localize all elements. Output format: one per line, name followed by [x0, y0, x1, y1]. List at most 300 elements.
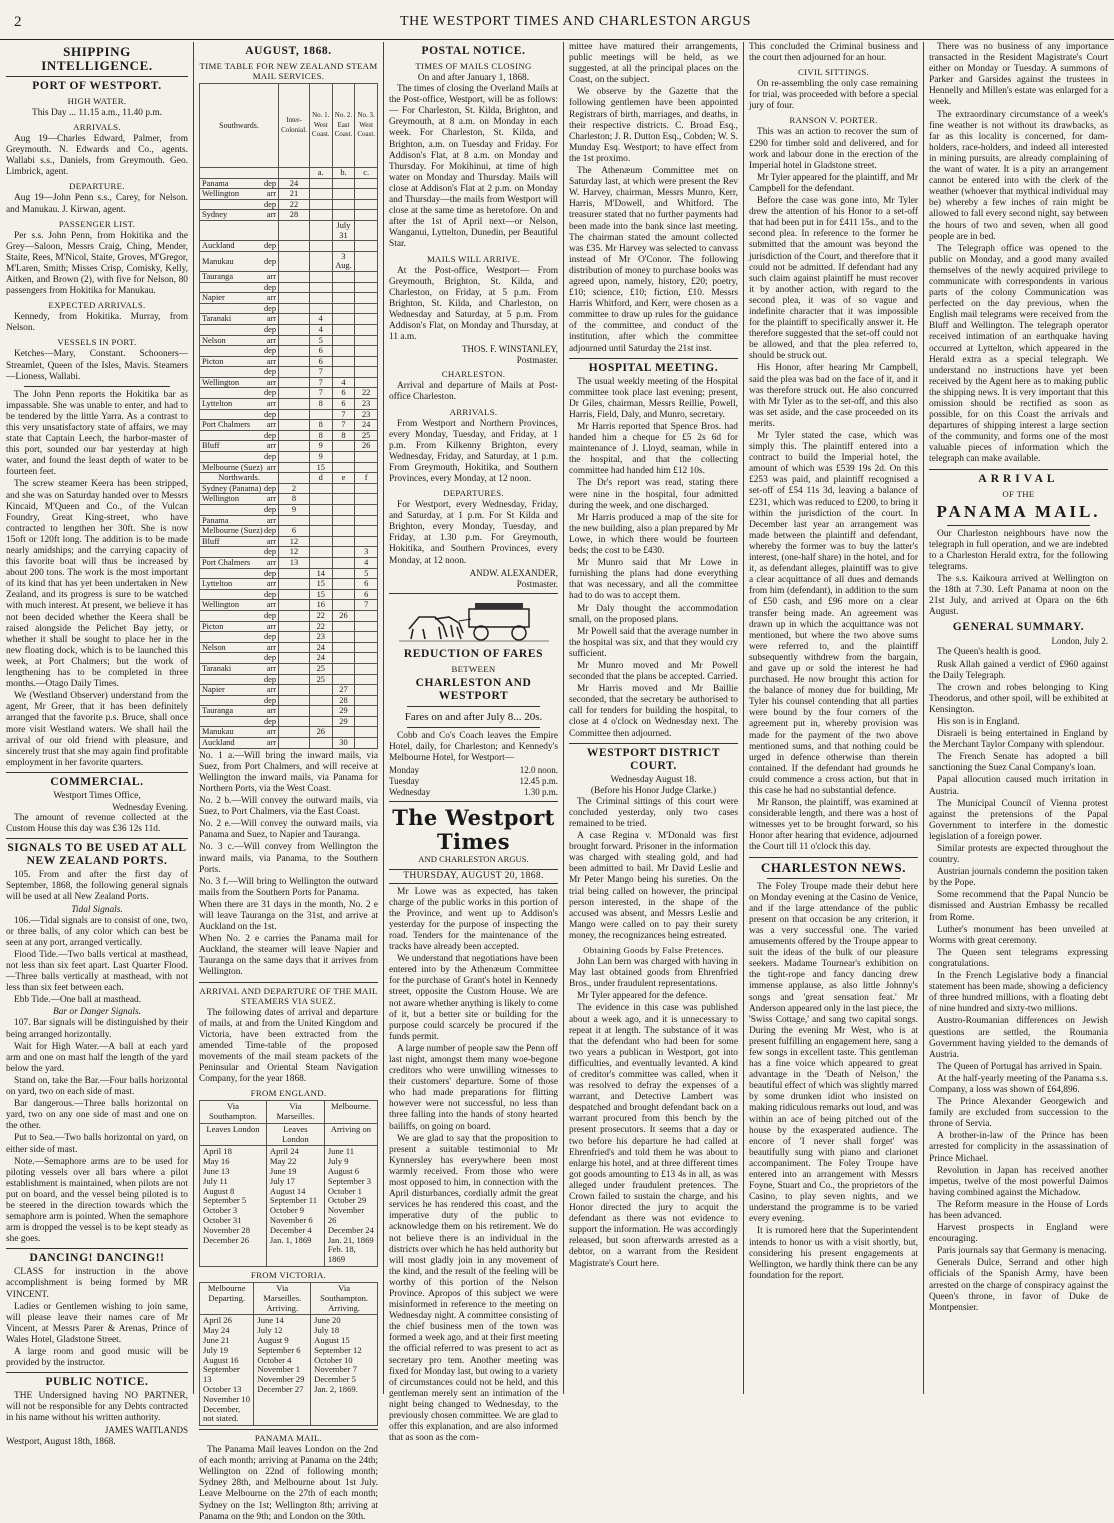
port-label: Panama: [202, 515, 229, 525]
mail-date-cell: [254, 1315, 311, 1426]
leader-text: A large number of people saw the Penn off last night, amongst them many woe-begone creditors who were unwilling witnesses to their customers' departure. Some of those who had made preparations for flitting however were not successful, no less than three falling into the hands of stony hearted bailiffs, on going on board.: [389, 1043, 558, 1132]
timetable-cell: 6: [309, 346, 332, 357]
timetable-cell: [279, 653, 310, 664]
arr-dep: arr: [266, 462, 277, 472]
mail-date: August 6: [327, 1165, 360, 1176]
mail-date: August 9: [257, 1334, 289, 1345]
col-letter: a.: [309, 168, 332, 179]
timetable-row: [200, 430, 378, 441]
mail-date: April 18: [203, 1146, 232, 1157]
divider: [6, 838, 188, 839]
mail-date: June 21: [203, 1334, 230, 1345]
port-name: [200, 199, 279, 210]
divider: [407, 727, 540, 728]
mail-date: Jan. 21, 1869: [327, 1234, 374, 1245]
ch-arrivals: From Westport and Northern Provinces, every Monday, Tuesday, and Friday, at 1 p.m. From Kilkenny Brighton, every Wednesday, Friday, and Saturday, at 1 p.m. From Greymouth, Hokitika, and Southern Provinces, every Monday, at 12 noon.: [389, 418, 558, 484]
public-notice-name: JAMES WAITLANDS: [104, 1425, 188, 1436]
mail-date: July 12: [257, 1325, 283, 1336]
timetable-row: [200, 653, 378, 664]
timetable-cell: [355, 335, 378, 346]
timetable-cell: [309, 557, 332, 568]
timetable-cell: [355, 271, 378, 282]
port-label: Picton: [202, 356, 224, 366]
fares-time: 12.0 noon.: [519, 765, 558, 776]
arr-dep: dep: [263, 256, 277, 266]
timetable-cell: [309, 271, 332, 282]
timetable-cell: 6: [332, 388, 355, 399]
mail-date: June 11: [327, 1146, 355, 1157]
arr-dep: dep: [263, 483, 277, 493]
timetable-cell: [279, 409, 310, 420]
charleston-sub: Arrival and departure of Mails at Post-office Charleston.: [389, 381, 558, 403]
summary-item: The Queen sent telegrams expressing congratulations.: [929, 947, 1108, 969]
timetable-cell: [355, 199, 378, 210]
mail-date-cell: [266, 1146, 324, 1267]
timetable-cell: [355, 220, 378, 240]
port-label: Sydney (Panama): [202, 483, 262, 493]
court-text: The evidence in this case was published about a week ago, and it is unnecessary to repeat it at length. The substance of it was that the defendant who had been for some two years a publican in Westport, got into difficulties, and eventually levanted. A kind of creditor's committee was called, when it was resolved to defray the expenses of a warrant, and Detective Lambert was despatched and brought defendant back on a warrant procured from this bench by the present prosecutors. It seems that a day or two before his departure he had called at Ehrenfried's and told them he was about to enlarge his hotel, and at three different times got goods amounting to £13 4s in all, as was alleged under fraudulent pretences. The Crown failed to sustain the charge, and his Honor directed the jury to acquit the defendant as there was not evidence to support the information. He was accordingly released, but soon afterwards arrested as a debtor, on a warrant from the Resident Magistrate's Court here.: [569, 1003, 738, 1269]
timetable-cell: 4: [309, 314, 332, 325]
timetable-cell: [279, 579, 310, 590]
running-title: THE WESTPORT TIMES AND CHARLESTON ARGUS: [400, 14, 751, 29]
summary-item: Austrian journals condemn the position taken by the Pope.: [929, 867, 1108, 889]
fares-row: [389, 787, 558, 798]
mail-date: May 24: [203, 1325, 230, 1336]
summary-item: At the half-yearly meeting of the Panama s.s. Company, a loss was shown of £64,896.: [929, 1073, 1108, 1095]
divider: [389, 801, 558, 802]
port-name: [200, 568, 279, 579]
timetable-cell: [279, 642, 310, 653]
northwards-label: Northwards.: [200, 473, 279, 484]
timetable-cell: [355, 178, 378, 189]
timetable-cell: [279, 399, 310, 410]
arr-dep: arr: [266, 271, 277, 281]
port-name: [200, 178, 279, 189]
hospital-text: Mr Harris reported that Spence Bros. had handed him a cheque for £5 2s 6d for maintenance of J. Lloyd, seaman, while in the hospital, and that the collecting committee had handed him £12 10s.: [569, 422, 738, 477]
timetable-cell: 28: [332, 695, 355, 706]
timetable-cell: [332, 505, 355, 516]
mail-header: Melbourne.: [324, 1101, 377, 1124]
timetable-cell: [309, 303, 332, 314]
timetable-cell: [355, 621, 378, 632]
divider: [199, 1429, 378, 1430]
column-rule: [193, 42, 194, 1394]
shipping-report: We (Westland Observer) understand from the agent, Mr Greer, that it has been definitely arranged that the favorite p.s. Bruce, shall once more visit Westland waters. We shall hail the arrival of our old friend with pleasure, and sincerely trust that she may again find profitable employment in her favorite quarters.: [6, 691, 188, 768]
arrive-label: MAILS WILL ARRIVE.: [426, 253, 521, 264]
col-letter: d: [309, 473, 332, 484]
postal-sub: TIMES OF MAILS CLOSING: [415, 61, 532, 71]
timetable-cell: [309, 409, 332, 420]
port-name: [200, 653, 279, 664]
postmaster-name: THOS. F. WINSTANLEY,: [462, 344, 558, 355]
timetable-cell: [332, 241, 355, 252]
mail-date: Feb. 18, 1869: [327, 1244, 356, 1265]
timetable-cell: 29: [332, 706, 355, 717]
timetable-cell: [332, 515, 355, 526]
timetable-cell: [355, 293, 378, 304]
col-head: No. 2. East Coast.: [332, 84, 355, 168]
divider: [6, 1248, 188, 1249]
mail-date: June 19: [269, 1165, 297, 1176]
court-text: Mr Tyler appeared for the defence.: [577, 991, 708, 1002]
arr-dep: arr: [266, 293, 277, 303]
timetable-row: [200, 189, 378, 200]
timetable-cell: [309, 251, 332, 271]
hospital-text: The Dr's report was read, stating there were nine in the hospital, four admitted during the week, and one discharged.: [569, 478, 738, 511]
column-3: [385, 42, 562, 1444]
timetable-cell: 5: [355, 568, 378, 579]
timetable-cell: [355, 706, 378, 717]
timetable-cell: 23: [355, 399, 378, 410]
mail-date: October 13: [203, 1383, 242, 1394]
timetable-cell: 24: [279, 178, 310, 189]
timetable-cell: [279, 282, 310, 293]
timetable-cell: [355, 377, 378, 388]
arr-dep: dep: [263, 282, 277, 292]
col-letter: c.: [355, 168, 378, 179]
timetable-row: [200, 589, 378, 600]
mail-date: August 14: [269, 1185, 306, 1196]
article-text: We observe by the Gazette that the following gentlemen have been appointed Registrars of birth, marriages, and deaths, in their respective districts. C. Broad Esq., Charleston; J. R. Dutton Esq., Cobden; W. S. Munday Esq. Westport; to have effect from the 1st proximo.: [569, 87, 738, 164]
timetable-row: [200, 199, 378, 210]
civil-text: On re-assembling the only case remaining for trial, was proceeded with before a special jury of four.: [749, 79, 918, 112]
timetable-cell: 12: [279, 547, 310, 558]
timetable-cell: [355, 738, 378, 749]
timetable-row: [200, 303, 378, 314]
mail-date: December, not stated.: [203, 1403, 241, 1424]
port-label: Nelson: [202, 642, 226, 652]
news-text: The Foley Troupe made their debut here on Monday evening at the Casino de Venice, and if the large attendance of the public present on that occasion be any criterion, it was a very successful one. The varied amusements offered by the Troupe appear to suit the ideas of the bulk of our pleasure seekers. Madame Tournear's exhibition on the tight-rope and fancy dancing drew immense applause, as also little Johnny's songs and 'great sensation feat.' Mr Anderson appeared only in the last piece, the 'Swiss Cottage,' and sang two capital songs. During the evening Mr West, who is at present fulfilling an engagement here, sang a few songs in excellent taste. This gentleman has a fine voice which appeared to great advantage in the 'Death of Nelson,' the beautiful effect of which was slightly marred by some drunken idiot who insisted on making ridiculous remarks out loud, and was within an ace of being pitched out of the house by the exasperated audience. The encore of 'I never shall forget' was beautifully sung with piano and clarionet accompaniment. The Foley Troupe have entered into an arrangement with Messrs Foyne, Stuart and Co., the proprietors of the Casino, to play seven nights, and we understand the programme is to be varied every evening.: [749, 881, 918, 1225]
timetable-cell: [355, 727, 378, 738]
timetable-row: [200, 621, 378, 632]
column-4: [565, 42, 742, 1394]
timetable-cell: [309, 483, 332, 494]
timetable-row: [200, 505, 378, 516]
timetable-cell: 6: [279, 526, 310, 537]
mail-date: Jan. 2, 1869.: [314, 1383, 358, 1394]
timetable-row: [200, 409, 378, 420]
timetable-cell: [332, 526, 355, 537]
arr-dep: dep: [263, 716, 277, 726]
commercial-day: Wednesday Evening.: [112, 801, 188, 812]
timetable-row: [200, 324, 378, 335]
summary-item: Luther's monument has been unveiled at Worms with great ceremony.: [929, 924, 1108, 946]
timetable-row: [200, 536, 378, 547]
panama-mail-text: The Panama Mail leaves London on the 2nd of each month; arriving at Panama on the 24th; Wellington on 22nd of following month; Sydney 28th, and Melbourne about 1st July. Leave Melbourne on the 27th of each month; Sydney on the 1st; Wellington 8th; arriving at Panama on the 9th; and London on the 30th.: [199, 1445, 378, 1522]
timetable-note: When No. 2 e carries the Panama mail for Auckland, the steamer will leave Napier and Tauranga on the same days that it arrives from Wellington.: [199, 934, 378, 978]
timetable-cell: 13: [279, 557, 310, 568]
arr-dep: arr: [266, 356, 277, 366]
hospital-text: The usual weekly meeting of the Hospital committee took place last evening; present, Dr Giles, chairman, Messrs Reillie, Powell, Harris, Field, Daly, and Munro, secretary.: [569, 376, 738, 420]
timetable-row: [200, 515, 378, 526]
mail-date-cell: [200, 1315, 254, 1426]
arr-dep: arr: [266, 420, 277, 430]
port-name: [200, 356, 279, 367]
port-label: Melbourne (Suez): [202, 526, 263, 536]
public-notice-heading: PUBLIC NOTICE.: [45, 1376, 149, 1389]
ranson-text: Before the case was gone into, Mr Tyler drew the attention of his Honor to a set-off that had been put in for £411 15s., and to the second plea. In reference to the former he submitted that the amount was beyond the jurisdiction of the Court, and therefore that it could not be admitted. If defendant had any such claim against plaintiff he must recover it by another action, with regard to the second plea, it was of so vague and indefinite character that it was impossible for the plaintiff to specifically answer it. He therefore suggested that the set-off could not be allowed, and that the plea referred to, should be struck out.: [749, 196, 918, 362]
signals-heading: SIGNALS TO BE USED AT ALL NEW ZEALAND PORTS.: [7, 842, 187, 868]
mail-date: October 10: [314, 1354, 353, 1365]
timetable-cell: [309, 526, 332, 537]
port-name: [200, 536, 279, 547]
port-label: Tauranga: [202, 706, 234, 716]
timetable-row: [200, 483, 378, 494]
timetable-cell: [355, 536, 378, 547]
article-text: There was no business of any importance transacted in the Resident Magistrate's Court either on Monday or Tuesday. A summons of Parker and Garsides against the trustees in Hennelly and Millen's estate was enlarged for a week.: [929, 42, 1108, 108]
divider: [749, 857, 918, 858]
timetable-cell: [309, 536, 332, 547]
timetable-row: [200, 738, 378, 749]
timetable-cell: 28: [279, 210, 310, 221]
commercial-heading: COMMERCIAL.: [50, 775, 144, 788]
timetable-cell: [355, 653, 378, 664]
timetable-cell: 6: [309, 356, 332, 367]
port-name: [200, 346, 279, 357]
timetable-cell: 8: [309, 399, 332, 410]
mail-sub-row: [200, 1123, 378, 1146]
arr-dep: arr: [266, 189, 277, 199]
port-name: [200, 600, 279, 611]
timetable-note: No. 2 b.—Will convey the outward mails, via Suez, to Port Chalmers, via the East Coast.: [199, 796, 378, 818]
timetable-cell: [355, 303, 378, 314]
timetable-row: [200, 335, 378, 346]
timetable-cell: [279, 356, 310, 367]
timetable-note: When there are 31 days in the month, No. 2 e will leave Tauranga on the 31st, and arrive at Auckland on the 1st.: [199, 899, 378, 933]
port-name: [200, 674, 279, 685]
mail-date-cell: [311, 1315, 378, 1426]
timetable-cell: [279, 251, 310, 271]
summary-item: Paris journals say that Germany is menacing.: [937, 1246, 1107, 1257]
ranson-text: Mr Ranson, the plaintiff, was examined at considerable length, and there was a host of witnesses yet to be brought forward, so his Honor after hearing that evidence, adjourned the Court till 11 o'clock this day.: [749, 798, 918, 853]
timetable-cell: [279, 452, 310, 463]
commercial-office: Westport Times Office,: [53, 790, 141, 801]
timetable-cell: [332, 632, 355, 643]
timetable-cell: [309, 189, 332, 200]
leader-text: Mr Lowe was as expected, has taken charge of the public works in this portion of the Province, and went up to Addison's yesterday for the purpose of inspecting the road. Tenders for the maintenance of the tracks have already been accepted.: [389, 886, 558, 953]
arr-dep: dep: [263, 388, 277, 398]
fares-heading: REDUCTION OF FARES: [403, 647, 544, 660]
signals-text: 107. Bar signals will be distinguished by their being arranged horizontally.: [6, 1018, 188, 1040]
port-name: [200, 642, 279, 653]
panama-text: The s.s. Kaikoura arrived at Wellington on the 18th at 7.30. Left Panama at noon on the 21st July, and arrived at Opara on the 6th August.: [929, 573, 1108, 618]
mail-header: Via Southampton. Arriving.: [311, 1282, 378, 1314]
port-name: [200, 314, 279, 325]
shipping-heading: SHIPPING INTELLIGENCE.: [41, 44, 153, 73]
arr-dep: dep: [263, 632, 277, 642]
summary-item: The Prince Alexander Georgewich and family are excluded from succession to the throne of Servia.: [929, 1097, 1108, 1130]
timetable-cell: [279, 420, 310, 431]
timetable-cell: [309, 293, 332, 304]
timetable-row: [200, 632, 378, 643]
timetable-cell: 4: [332, 377, 355, 388]
timetable-cell: [332, 441, 355, 452]
port-label: Picton: [202, 621, 224, 631]
timetable-cell: [332, 568, 355, 579]
timetable-row: [200, 727, 378, 738]
timetable-cell: [279, 462, 310, 473]
mail-sub: Leaves London: [200, 1123, 267, 1146]
arrival-heading: ARRIVAL: [978, 472, 1059, 485]
hospital-text: Mr Harris produced a map of the site for the new building, also a plan prepared by Mr Lowe, in which there would be fourteen beds; the cost to be £430.: [569, 512, 738, 557]
divider: [947, 525, 1090, 526]
fares-row: [389, 765, 558, 776]
mail-date: November 26: [327, 1205, 365, 1225]
timetable-cell: [279, 695, 310, 706]
timetable-cell: [332, 483, 355, 494]
departure-label: DEPARTURE.: [69, 181, 125, 192]
mail-header: Via Marseilles.: [266, 1101, 324, 1124]
timetable-cell: 29: [332, 716, 355, 727]
port-name: [200, 685, 279, 696]
timetable-row: [200, 674, 378, 685]
timetable-cell: [279, 621, 310, 632]
timetable-cell: 14: [309, 568, 332, 579]
ch-dep: For Westport, every Wednesday, Friday, and Saturday, at 1 p.m. For St Kilda and Brighton, every Monday, Tuesday, and Friday, at 1.30 p.m. For Greymouth, Hokitika, and Southern Provinces, every Monday, at 12 noon.: [389, 500, 558, 566]
timetable-row: [200, 695, 378, 706]
hospital-text: Mr Harris moved and Mr Baillie seconded, that the secretary be authorised to call for tenders for building the hospital, to close at 4 o'clock on Wednesday next. The Committee then adjourned.: [569, 684, 738, 739]
port-name: [200, 189, 279, 200]
timetable-cell: [355, 324, 378, 335]
divider: [6, 1372, 188, 1373]
timetable-cell: [279, 674, 310, 685]
timetable-cell: 24: [309, 642, 332, 653]
timetable-cell: 7: [309, 388, 332, 399]
timetable-cell: [332, 367, 355, 378]
timetable-cell: 3: [355, 547, 378, 558]
port-label: Nelson: [202, 335, 226, 345]
arr-dep: dep: [263, 199, 277, 209]
timetable-cell: [279, 220, 310, 240]
port-name: [200, 505, 279, 516]
tidal-label: Tidal Signals.: [71, 904, 123, 915]
port-heading: PORT OF WESTPORT.: [32, 80, 162, 92]
timetable-cell: 9: [279, 505, 310, 516]
signals-text: Flood Tide.—Two balls vertical at masthead, not less than six feet apart. Last Quarter Flood.—Three balls vertically at masthead, with not less than six feet between each.: [6, 949, 188, 994]
civil-heading: CIVIL SITTINGS.: [797, 67, 870, 78]
summary-item: A brother-in-law of the Prince has been arrested for complicity in the assassination of Prince Michael.: [929, 1131, 1108, 1164]
timetable-cell: [332, 674, 355, 685]
mail-date: September 13: [203, 1364, 240, 1385]
mail-date: October 4: [257, 1354, 292, 1365]
signals-text: 106.—Tidal signals are to consist of one, two, or three balls, of any color which can best be seen at any port, arranged vertically.: [6, 915, 188, 948]
summary-item: Revolution in Japan has received another impetus, twelve of the most powerful Daimos having combined against the Michadow.: [929, 1165, 1108, 1198]
mail-header: Melbourne Departing.: [200, 1282, 254, 1314]
timetable-cell: 30: [332, 738, 355, 749]
high-water-label: HIGH WATER.: [67, 96, 127, 106]
port-label: Napier: [202, 293, 225, 303]
timetable-cell: [332, 547, 355, 558]
mail-date: November 6: [269, 1214, 313, 1225]
mail-date-row: [200, 1146, 378, 1267]
coach-text: Cobb and Co's Coach leaves the Empire Hotel, daily, for Charleston; and Kennedy's Melbourne Hotel, for Westport—: [389, 730, 558, 764]
suez-heading: ARRIVAL AND DEPARTURE OF THE MAIL STEAMERS VIA SUEZ.: [199, 985, 378, 1006]
port-name: [200, 282, 279, 293]
port-label: Panama: [202, 178, 229, 188]
from-england: FROM ENGLAND.: [250, 1088, 327, 1099]
court-judge: (Before his Honor Judge Clarke.): [590, 785, 717, 796]
port-name: [200, 621, 279, 632]
arr-dep: dep: [263, 367, 277, 377]
timetable-cell: 4: [309, 324, 332, 335]
timetable-cell: [309, 685, 332, 696]
paper-date: THURSDAY, AUGUST 20, 1868.: [389, 869, 558, 884]
court-text: John Lan bern was charged with having in May last obtained goods from Ehrenfried Bros., under fraudulent representations.: [569, 957, 738, 990]
vessels-text: Ketches—Mary, Constant. Schooners—Streamlet, Queen of the Isles, Mavis. Steamers—Lioness, Wallabi.: [6, 349, 188, 382]
timetable-cell: [309, 282, 332, 293]
column-rule: [743, 42, 744, 1394]
timetable-cell: [279, 706, 310, 717]
timetable-cell: 21: [279, 189, 310, 200]
arr-dep: arr: [266, 335, 277, 345]
timetable-cell: [279, 727, 310, 738]
arr-dep: dep: [263, 610, 277, 620]
timetable-row: [200, 462, 378, 473]
timetable-cell: [355, 494, 378, 505]
summary-list: [929, 647, 1108, 1313]
timetable-cell: [309, 547, 332, 558]
arr-dep: arr: [266, 663, 277, 673]
timetable-cell: [279, 515, 310, 526]
timetable-cell: [332, 589, 355, 600]
arr-dep: arr: [266, 600, 277, 610]
timetable-cell: 8: [309, 420, 332, 431]
mail-date: June 13: [203, 1165, 230, 1176]
timetable-cell: [279, 241, 310, 252]
col-letter: b.: [332, 168, 355, 179]
signals-text: Bar dangerous.—Three balls horizontal on yard, two on any one side of mast and one on the other.: [6, 1099, 188, 1132]
timetable-cell: [332, 536, 355, 547]
timetable-cell: [355, 282, 378, 293]
timetable-cell: 7: [332, 420, 355, 431]
summary-item: Disraeli is being entertained in England by the Merchant Taylor Company with splendour.: [929, 729, 1108, 751]
timetable-cell: 16: [309, 600, 332, 611]
timetable-cell: [309, 241, 332, 252]
mail-date: November 28: [203, 1224, 251, 1235]
column-rule: [383, 42, 384, 1394]
port-name: [200, 610, 279, 621]
fares-day: Tuesday: [389, 776, 420, 787]
hospital-text: Mr Munro moved and Mr Powell seconded that the plans be accepted. Carried.: [569, 660, 738, 683]
timetable-row: [200, 579, 378, 590]
timetable-cell: [355, 356, 378, 367]
timetable-note: No. 3 f.—Will bring to Wellington the outward mails from the Southern Ports for Panama.: [199, 876, 378, 898]
port-name: [200, 695, 279, 706]
timetable-row: [200, 293, 378, 304]
arr-dep: arr: [266, 579, 277, 589]
port-name: [200, 494, 279, 505]
summary-item: The crown and robes belonging to King Theodorus, and other spoil, will be exhibited at Kensington.: [929, 682, 1108, 715]
port-label: Wellington: [202, 189, 240, 199]
mail-date: September 5: [203, 1195, 247, 1206]
timetable-cell: [355, 314, 378, 325]
timetable-cell: 25: [355, 430, 378, 441]
timetable-cell: [332, 282, 355, 293]
port-name: [200, 526, 279, 537]
timetable-cell: 6: [355, 589, 378, 600]
mail-header-row: [200, 1101, 378, 1124]
arr-dep: dep: [263, 547, 277, 557]
timetable-cell: [332, 303, 355, 314]
col-head: No. 3. West Coast.: [355, 84, 378, 168]
timetable-cell: 15: [309, 462, 332, 473]
court-heading: WESTPORT DISTRICT COURT.: [586, 746, 721, 772]
timetable-cell: 25: [309, 674, 332, 685]
england-table: [199, 1100, 378, 1267]
inter-colonial-label: Inter-Colonial.: [279, 84, 310, 168]
timetable-cell: [279, 441, 310, 452]
timetable-cell: [355, 515, 378, 526]
